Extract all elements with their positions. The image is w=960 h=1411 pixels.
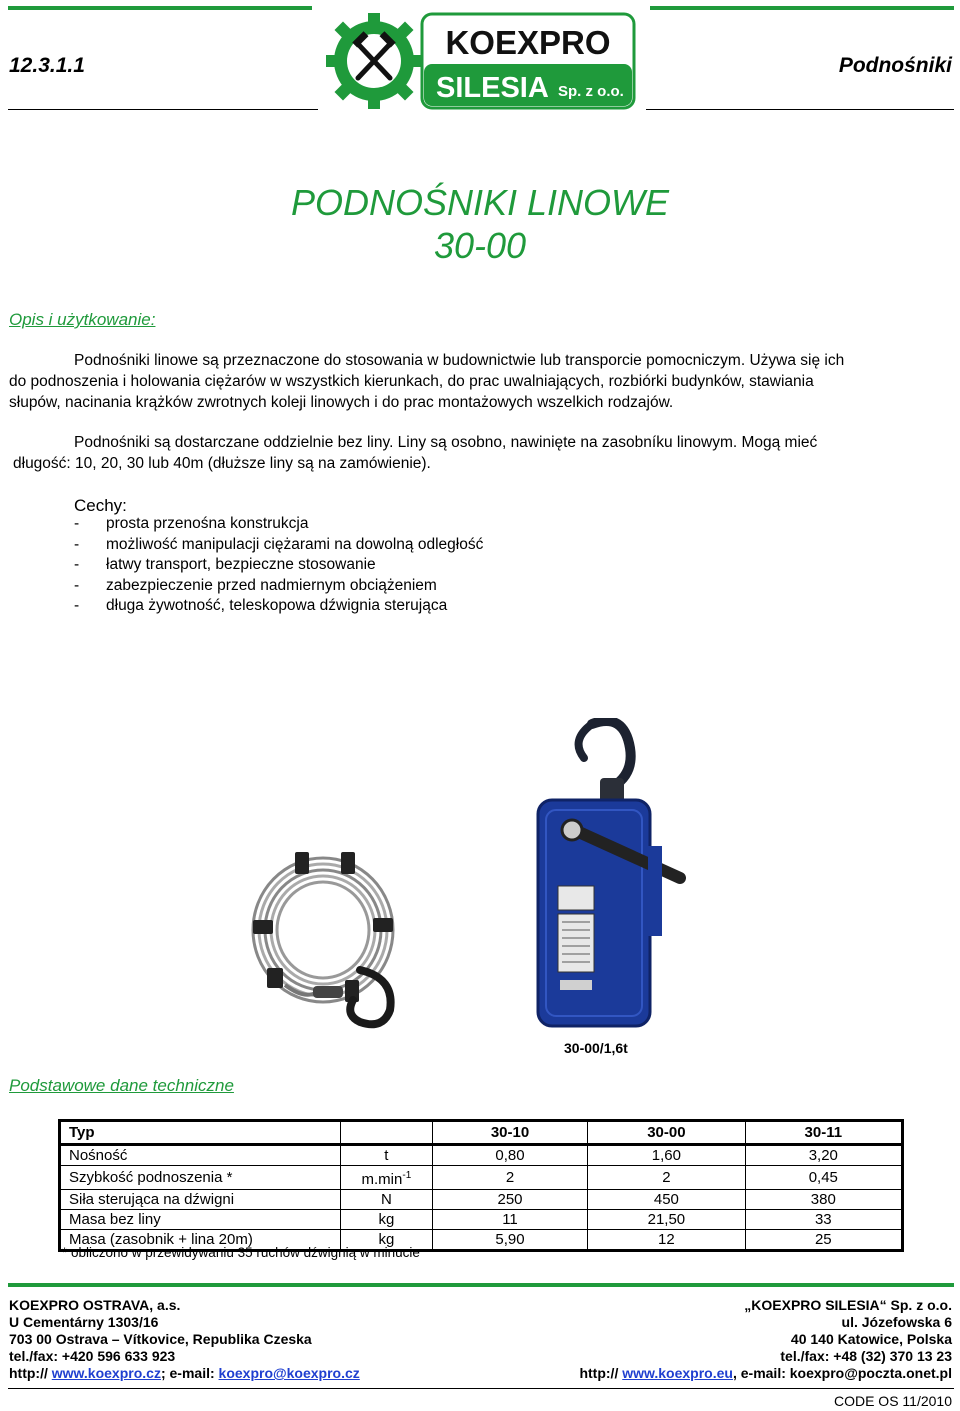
table-footnote: * obliczono w przewidywaniu 35 ruchów dźwignią w minucie [62, 1245, 420, 1260]
hoist-image [530, 718, 710, 1033]
footer-right-address: „KOEXPRO SILESIA“ Sp. z o.o. ul. Józefowska 6 40 140 Katowice, Polska tel./fax: +48 (32) 370 13 23 http:// www.koexpro.eu, e-mail: koexpro@poczta.onet.pl [579, 1297, 952, 1381]
features-heading: Cechy: [74, 496, 127, 515]
description-paragraph-1 [9, 350, 954, 413]
top-hook-icon [592, 721, 631, 786]
koexpro-cz-email-link[interactable]: koexpro@koexpro.cz [218, 1365, 360, 1381]
footer-bar [8, 1283, 954, 1287]
svg-text:SILESIA: SILESIA [436, 72, 549, 104]
feature-item: - zabezpieczenie przed nadmiernym obciążeniem [74, 576, 437, 594]
features-list [74, 514, 483, 617]
feature-item: - łatwy transport, bezpieczne stosowanie [74, 556, 376, 573]
feature-item: - możliwość manipulacji ciężarami na dowolną odległość [74, 535, 484, 553]
svg-text:Sp. z o.o.: Sp. z o.o. [558, 83, 624, 100]
company-logo [324, 12, 636, 110]
page-title: PODNOŚNIKI LINOWE [290, 182, 670, 223]
header-rule-left [8, 109, 318, 110]
section-number: 12.3.1.1 [9, 54, 85, 77]
logo-graphic [324, 12, 636, 110]
para1-line1: Podnośniki linowe są przeznaczone do stosowania w budownictwie lub transporcie pomocniczym. Używa się ich [74, 352, 845, 369]
header-cell: 30-11 [745, 1121, 902, 1145]
footer-code-rule [8, 1388, 954, 1389]
para2-line2: długość: 10, 20, 30 lub 40m (dłuższe liny są na zamówienie). [13, 455, 431, 472]
specs-heading: Podstawowe dane techniczne [9, 1076, 234, 1095]
para1-line3: słupów, nacinania krążków zwrotnych koleji linowych i do prac montażowych wszelkich rodzajów. [9, 394, 674, 411]
description-heading: Opis i użytkowanie: [9, 310, 156, 329]
table-row: Masa (zasobnik + lina 20m) kg 5,90 12 25 [60, 1230, 903, 1251]
table-row: Siła sterująca na dźwigni N 250 450 380 [60, 1190, 903, 1210]
specs-table [58, 1119, 904, 1252]
table-row: Szybkość podnoszenia * $m.\min^{-1}$ 2 2 0,45 [60, 1166, 903, 1190]
page-subtitle: 30-00 [433, 225, 527, 266]
table-header-row [60, 1121, 903, 1145]
table-row: Masa bez liny kg 11 21,50 33 [60, 1210, 903, 1230]
header-cell: 30-10 [432, 1121, 587, 1145]
footer-left-address: KOEXPRO OSTRAVA, a.s. U Cementárny 1303/16 703 00 Ostrava – Vítkovice, Republika Czeska tel./fax: +420 596 633 923 http:// www.koexpro.cz; e-mail: koexpro@koexpro.cz [9, 1297, 360, 1381]
header-cell [340, 1121, 432, 1145]
para2-line1: Podnośniki są dostarczane oddzielnie bez liny. Liny są osobno, nawinięte na zasobníku linowym. Mogą mieć [74, 434, 818, 451]
document-code: CODE OS 11/2010 [833, 1393, 952, 1409]
koexpro-eu-link[interactable]: www.koexpro.eu [622, 1365, 733, 1381]
header-rule-right [646, 109, 954, 110]
header-cell: Typ [60, 1121, 341, 1145]
header-cell: 30-00 [588, 1121, 745, 1145]
feature-item: - długa żywotność, teleskopowa dźwignia sterująca [74, 597, 448, 614]
category-label: Podnośniki [838, 54, 952, 77]
svg-text:KOEXPRO: KOEXPRO [445, 24, 611, 61]
wire-rope-coil-image [245, 850, 410, 1030]
table-row: Nośność t 0,80 1,60 3,20 [60, 1145, 903, 1166]
feature-item: - prosta przenośna konstrukcja [74, 515, 309, 532]
image-caption: 30-00/1,6t [564, 1040, 628, 1056]
koexpro-cz-link[interactable]: www.koexpro.cz [51, 1365, 161, 1381]
para1-line2: do podnoszenia i holowania ciężarów w wszystkich kierunkach, do prac uwalniających, rozbiórki budynków, stawiania [9, 373, 814, 390]
header-bar-right [650, 6, 954, 10]
header-bar-left [8, 6, 312, 10]
description-paragraph-2 [13, 432, 953, 474]
